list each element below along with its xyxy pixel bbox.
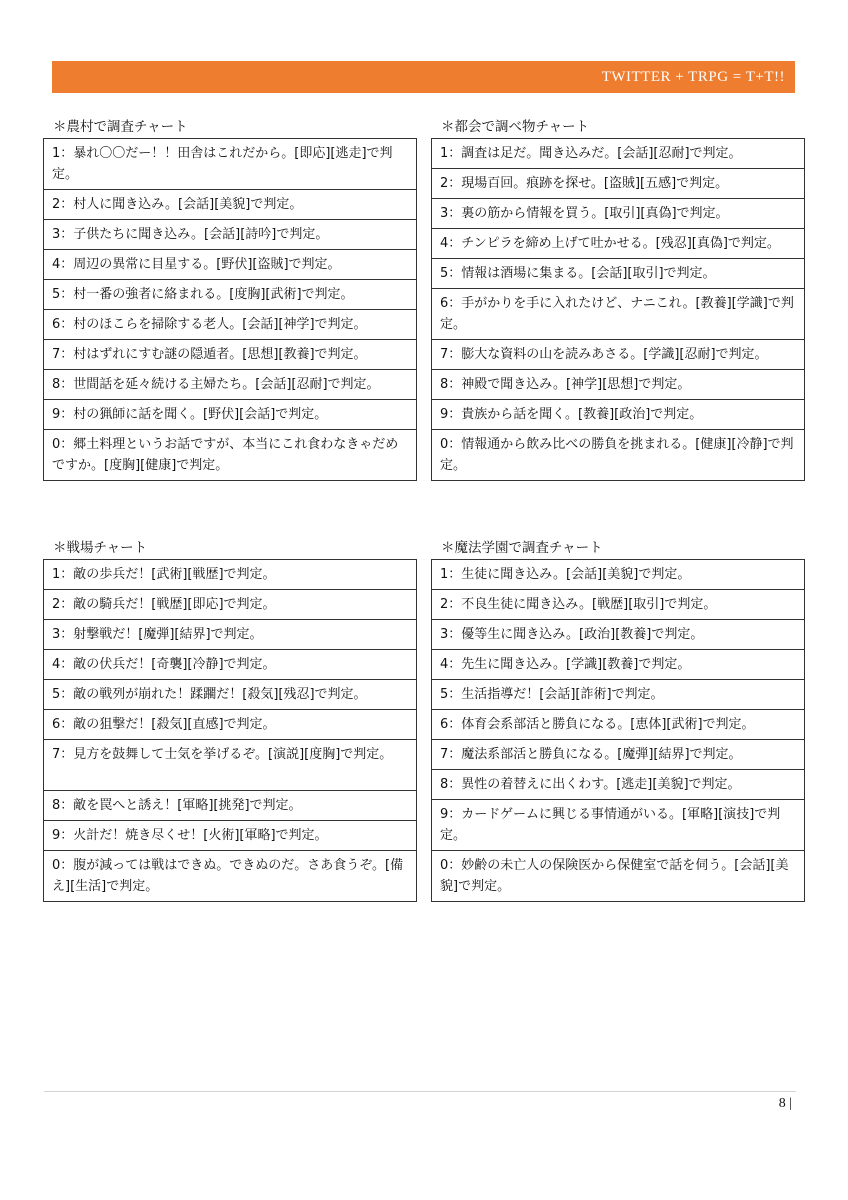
table-row: 9：村の猟師に話を聞く。[野伏][会話]で判定。 (44, 400, 417, 430)
table-row: 1：敵の歩兵だ！[武術][戦歴]で判定。 (44, 560, 417, 590)
page-number: 8 | (778, 1096, 792, 1111)
table-row: 0：郷土料理というお話ですが、本当にこれ食わなきゃだめですか。[度胸][健康]で判定。 (44, 430, 417, 481)
table-row: 2：現場百回。痕跡を探せ。[盗賊][五感]で判定。 (432, 169, 805, 199)
header-title: TWITTER + TRPG = T+T!! (601, 69, 785, 85)
table-row: 1：暴れ〇〇だー！！田舎はこれだから。[即応][逃走]で判定。 (44, 139, 417, 190)
table-row: 4：先生に聞き込み。[学識][教養]で判定。 (432, 650, 805, 680)
chart-section-magic-academy (431, 537, 805, 902)
table-row: 3：優等生に聞き込み。[政治][教養]で判定。 (432, 620, 805, 650)
table-row: 8：異性の着替えに出くわす。[逃走][美貌]で判定。 (432, 770, 805, 800)
table-row: 3：裏の筋から情報を買う。[取引][真偽]で判定。 (432, 199, 805, 229)
table-row: 0：妙齢の未亡人の保険医から保健室で話を伺う。[会話][美貌]で判定。 (432, 851, 805, 902)
section-title: ＊戦場チャート (53, 540, 148, 556)
table-row: 5：情報は酒場に集まる。[会話][取引]で判定。 (432, 259, 805, 289)
chart-table (43, 559, 417, 902)
table-row: 7：膨大な資料の山を読みあさる。[学識][忍耐]で判定。 (432, 340, 805, 370)
table-row: 3：子供たちに聞き込み。[会話][詩吟]で判定。 (44, 220, 417, 250)
table-row: 8：世間話を延々続ける主婦たち。[会話][忍耐]で判定。 (44, 370, 417, 400)
table-row: 6：村のほこらを掃除する老人。[会話][神学]で判定。 (44, 310, 417, 340)
section-title: ＊農村で調査チャート (53, 119, 188, 135)
table-row: 2：村人に聞き込み。[会話][美貌]で判定。 (44, 190, 417, 220)
table-row: 7：見方を鼓舞して士気を挙げるぞ。[演説][度胸]で判定。 (44, 740, 417, 791)
table-row: 5：村一番の強者に絡まれる。[度胸][武術]で判定。 (44, 280, 417, 310)
table-row: 0：腹が減っては戦はできぬ。できぬのだ。さあ食うぞ。[備え][生活]で判定。 (44, 851, 417, 902)
table-row: 8：敵を罠へと誘え！[軍略][挑発]で判定。 (44, 791, 417, 821)
table-row: 9：カードゲームに興じる事情通がいる。[軍略][演技]で判定。 (432, 800, 805, 851)
table-row: 1：調査は足だ。聞き込みだ。[会話][忍耐]で判定。 (432, 139, 805, 169)
chart-section-village (43, 116, 417, 481)
table-row: 2：不良生徒に聞き込み。[戦歴][取引]で判定。 (432, 590, 805, 620)
section-title: ＊魔法学園で調査チャート (441, 540, 603, 556)
table-row: 7：魔法系部活と勝負になる。[魔弾][結界]で判定。 (432, 740, 805, 770)
table-row: 4：チンピラを締め上げて吐かせる。[残忍][真偽]で判定。 (432, 229, 805, 259)
table-row: 4：周辺の異常に目星する。[野伏][盗賊]で判定。 (44, 250, 417, 280)
table-row: 4：敵の伏兵だ！[奇襲][冷静]で判定。 (44, 650, 417, 680)
table-row: 0：情報通から飲み比べの勝負を挑まれる。[健康][冷静]で判定。 (432, 430, 805, 481)
chart-table (431, 559, 805, 902)
section-title: ＊都会で調べ物チャート (441, 119, 590, 135)
table-row: 5：敵の戦列が崩れた！蹂躙だ！[殺気][残忍]で判定。 (44, 680, 417, 710)
table-row: 1：生徒に聞き込み。[会話][美貌]で判定。 (432, 560, 805, 590)
table-row: 6：体育会系部活と勝負になる。[恵体][武術]で判定。 (432, 710, 805, 740)
chart-section-city (431, 116, 805, 481)
table-row: 6：敵の狙撃だ！[殺気][直感]で判定。 (44, 710, 417, 740)
chart-table (43, 138, 417, 481)
table-row: 5：生活指導だ！[会話][詐術]で判定。 (432, 680, 805, 710)
header-bar (52, 61, 795, 93)
table-row: 9：貴族から話を聞く。[教養][政治]で判定。 (432, 400, 805, 430)
chart-section-battlefield (43, 537, 417, 902)
footer-divider (44, 1091, 796, 1092)
table-row: 7：村はずれにすむ謎の隠遁者。[思想][教養]で判定。 (44, 340, 417, 370)
table-row: 2：敵の騎兵だ！[戦歴][即応]で判定。 (44, 590, 417, 620)
table-row: 9：火計だ！焼き尽くせ！[火術][軍略]で判定。 (44, 821, 417, 851)
table-row: 8：神殿で聞き込み。[神学][思想]で判定。 (432, 370, 805, 400)
table-row: 3：射撃戦だ！[魔弾][結界]で判定。 (44, 620, 417, 650)
table-row: 6：手がかりを手に入れたけど、ナニこれ。[教養][学識]で判定。 (432, 289, 805, 340)
chart-table (431, 138, 805, 481)
